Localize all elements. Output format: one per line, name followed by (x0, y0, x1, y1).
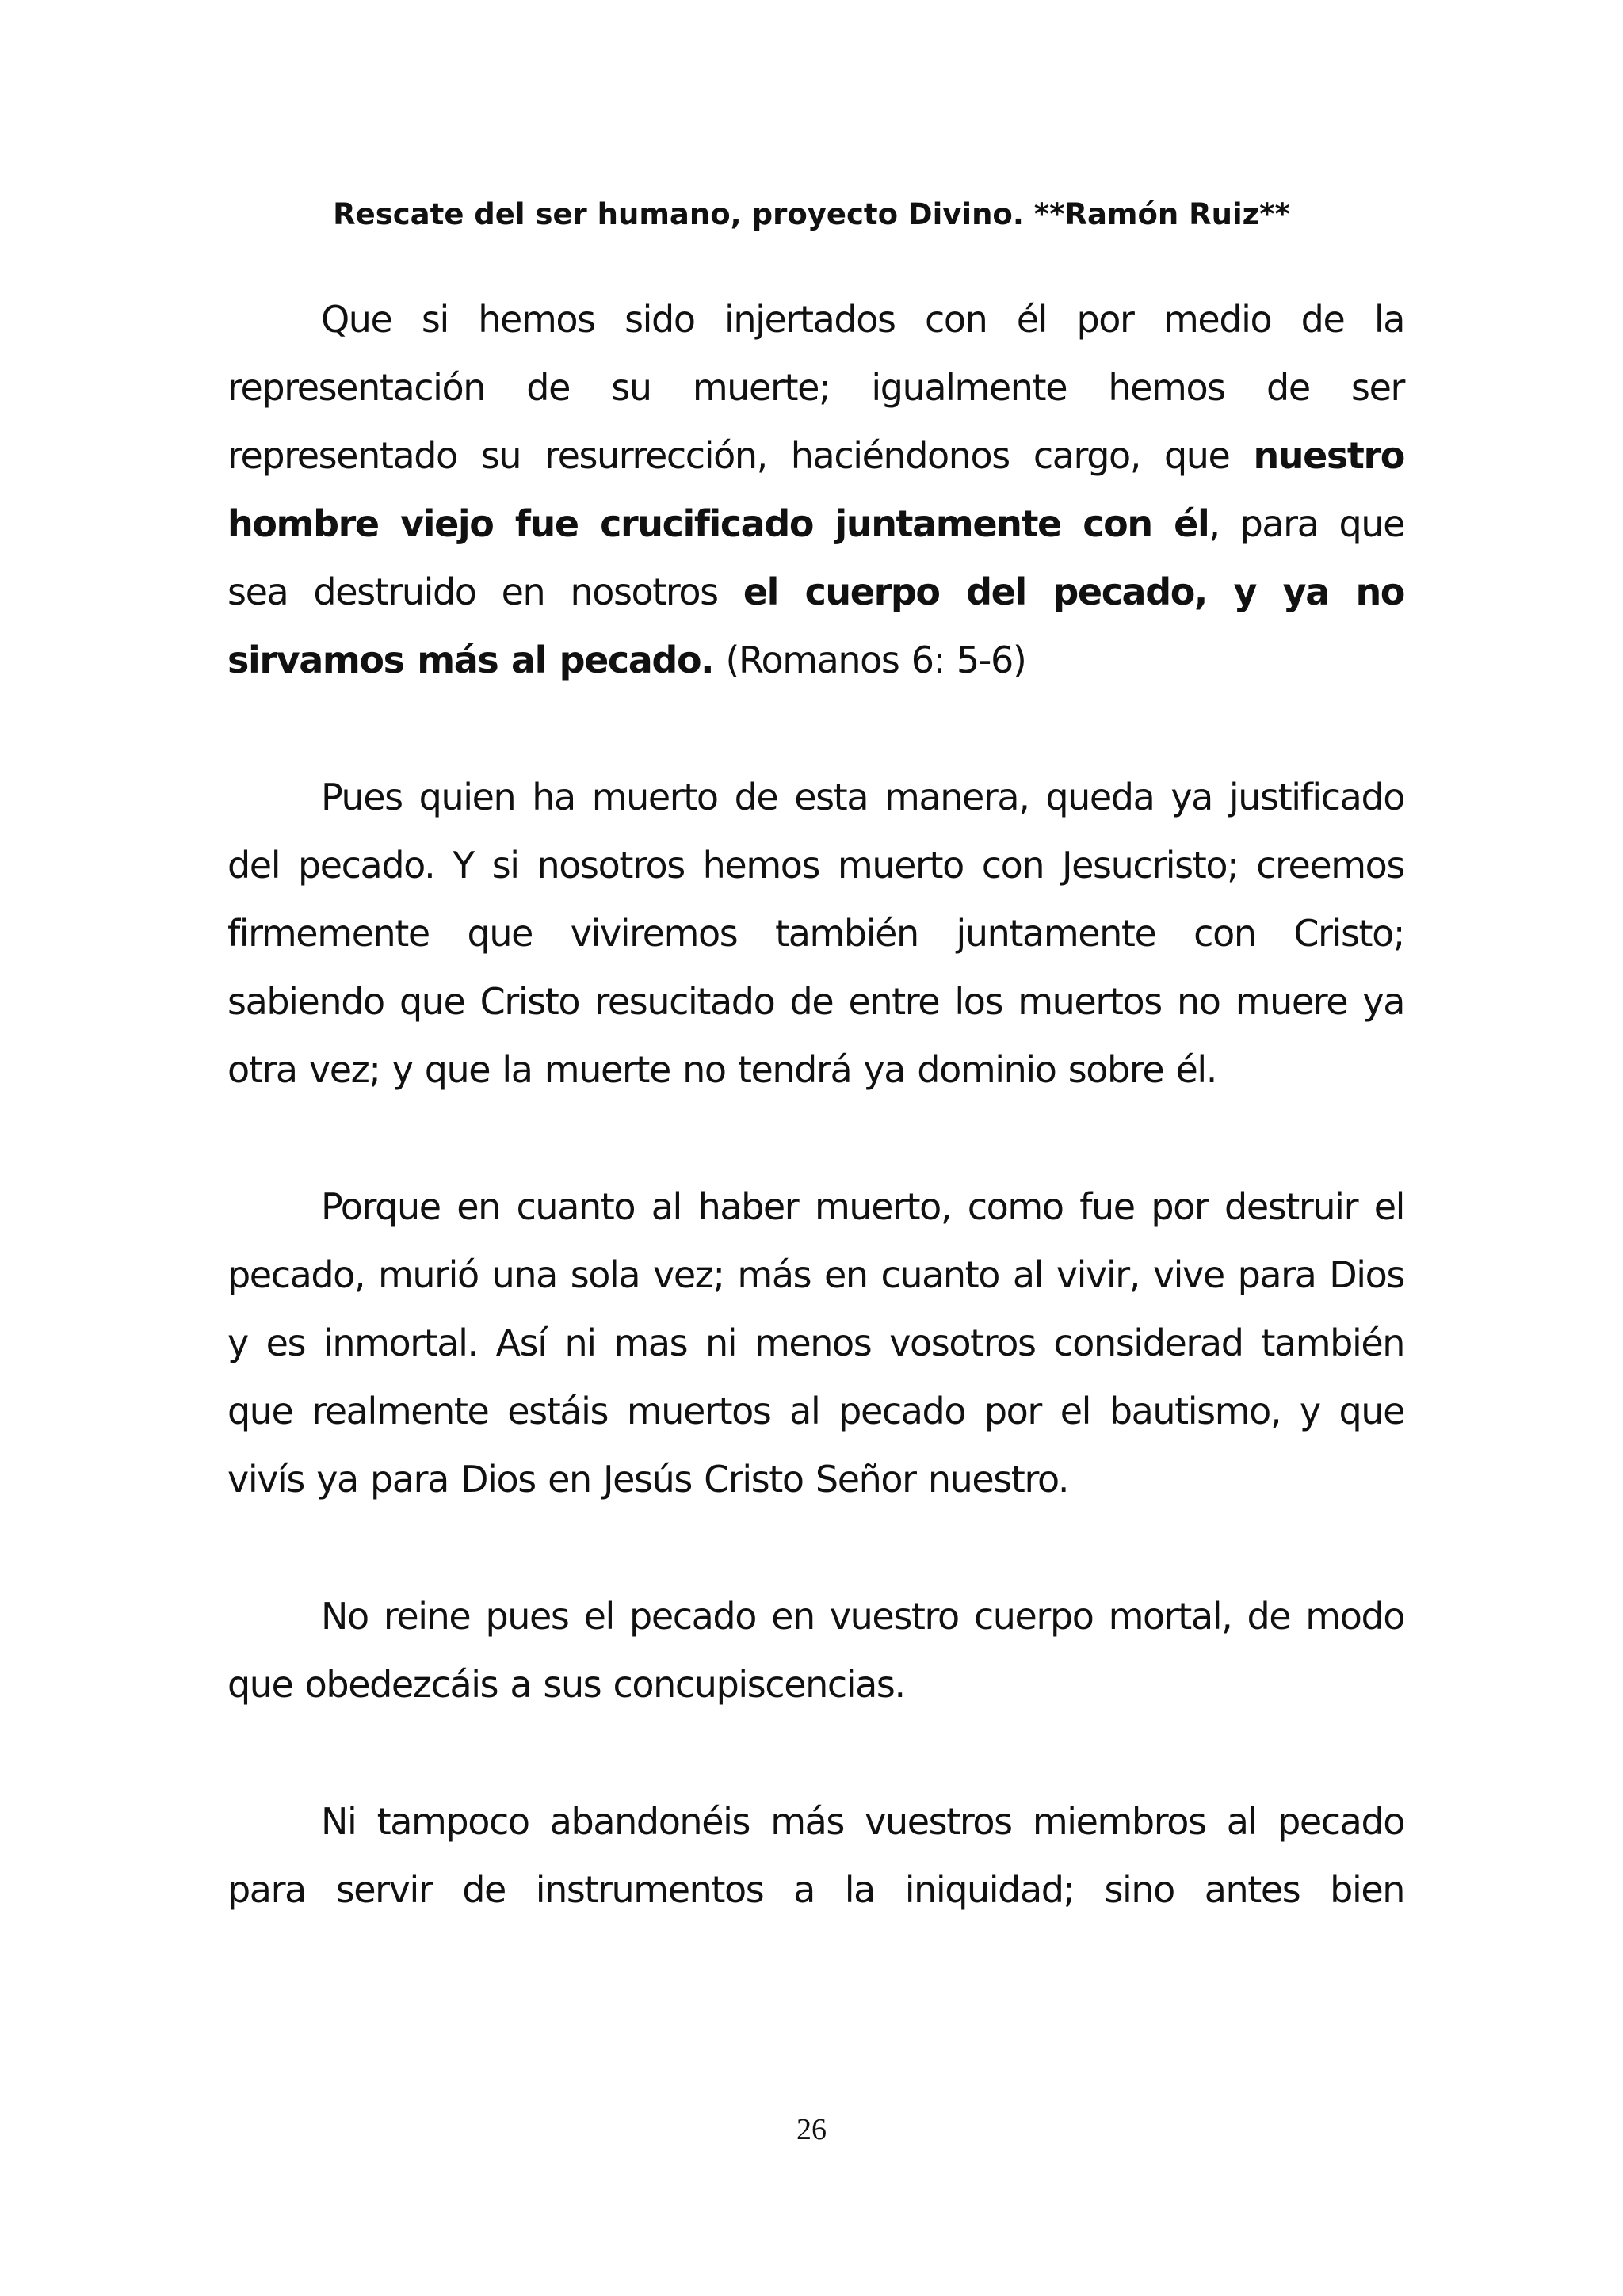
running-header: Rescate del ser humano, proyecto Divino. **Ramón Ruiz** (333, 197, 1290, 231)
paragraph-1-text-a: Que si hemos sido injertados con él por medio de la representación de su muerte; igualmente hemos de ser representado su resurrección, haciéndonos cargo, que (227, 298, 1404, 477)
body-text (227, 285, 1404, 1924)
paragraph-1 (227, 285, 1404, 694)
paragraph-1-bold-a: nuestro hombre viejo fue crucificado juntamente con él (227, 434, 1404, 545)
paragraph-2: Pues quien ha muerto de esta manera, queda ya justificado del pecado. Y si nosotros hemos muerto con Jesucristo; creemos firmemente que viviremos también juntamente con Cristo; sabiendo que Cristo resucitado de entre los muertos no muere ya otra vez; y que la muerte no tendrá ya dominio sobre él. (227, 776, 1404, 1091)
paragraph-5: Ni tampoco abandonéis más vuestros miembros al pecado para servir de instrumentos a la iniquidad; sino antes bien (227, 1800, 1404, 1911)
paragraph-1-text-b: , para que sea destruido en nosotros (227, 502, 1404, 613)
paragraph-1-bold-b: el cuerpo del pecado, y ya no sirvamos más al pecado. (227, 570, 1404, 681)
paragraph-1-citation: (Romanos 6: 5-6) (713, 639, 1026, 681)
paragraph-3: Porque en cuanto al haber muerto, como fue por destruir el pecado, murió una sola vez; más en cuanto al vivir, vive para Dios y es inmortal. Así ni mas ni menos vosotros considerad también que realmente estáis muertos al pecado por el bautismo, y que vivís ya para Dios en Jesús Cristo Señor nuestro. (227, 1185, 1404, 1501)
page-number: 26 (796, 2113, 827, 2146)
paragraph-4: No reine pues el pecado en vuestro cuerpo mortal, de modo que obedezcáis a sus concupiscencias. (227, 1595, 1404, 1706)
